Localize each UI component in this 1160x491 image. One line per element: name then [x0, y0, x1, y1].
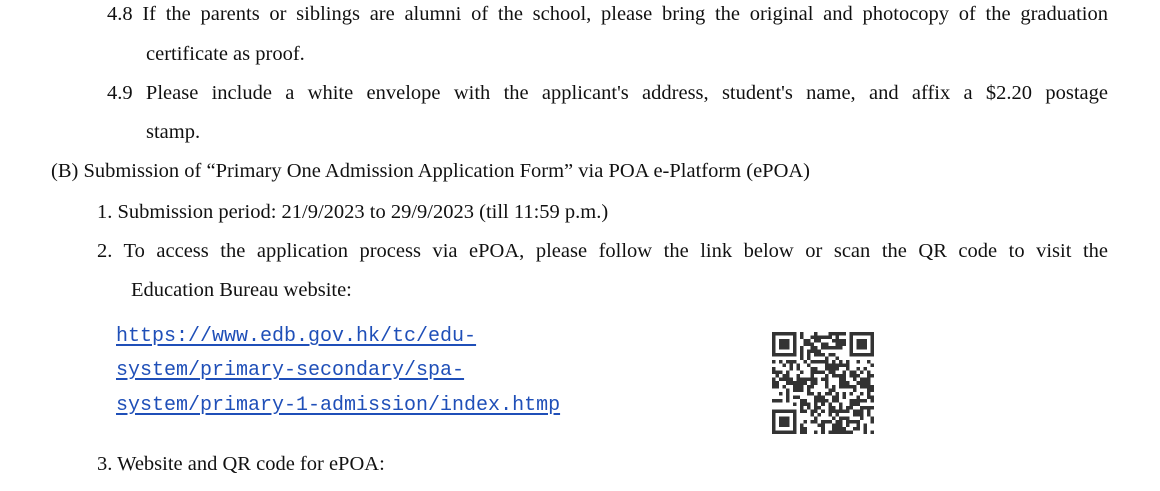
- step-2-continuation: Education Bureau website:: [131, 279, 352, 301]
- step-1-submission-period: 1. Submission period: 21/9/2023 to 29/9/2023 (till 11:59 p.m.): [97, 201, 609, 223]
- edb-link-line-1[interactable]: https://www.edb.gov.hk/tc/edu-: [116, 325, 477, 348]
- edb-link-line-2[interactable]: system/primary-secondary/spa-: [116, 359, 465, 382]
- qr-code-icon: [772, 332, 874, 434]
- item-4-8-text: 4.8 If the parents or siblings are alumni of the school, please bring the original and photocopy of the graduation: [107, 3, 1108, 25]
- step-3-text: 3. Website and QR code for ePOA:: [97, 453, 385, 475]
- edb-link-line-3[interactable]: system/primary-1-admission/index.htmp: [116, 394, 561, 417]
- step-2-text: 2. To access the application process via ePOA, please follow the link below or scan the QR code to visit the: [97, 240, 1108, 262]
- item-4-9-text: 4.9 Please include a white envelope with the applicant's address, student's name, and affix a $2.20 postage: [107, 82, 1108, 104]
- section-b-heading: (B) Submission of “Primary One Admission Application Form” via POA e-Platform (ePOA): [51, 160, 811, 182]
- item-4-8-continuation: certificate as proof.: [146, 43, 305, 65]
- item-4-9-continuation: stamp.: [146, 121, 201, 143]
